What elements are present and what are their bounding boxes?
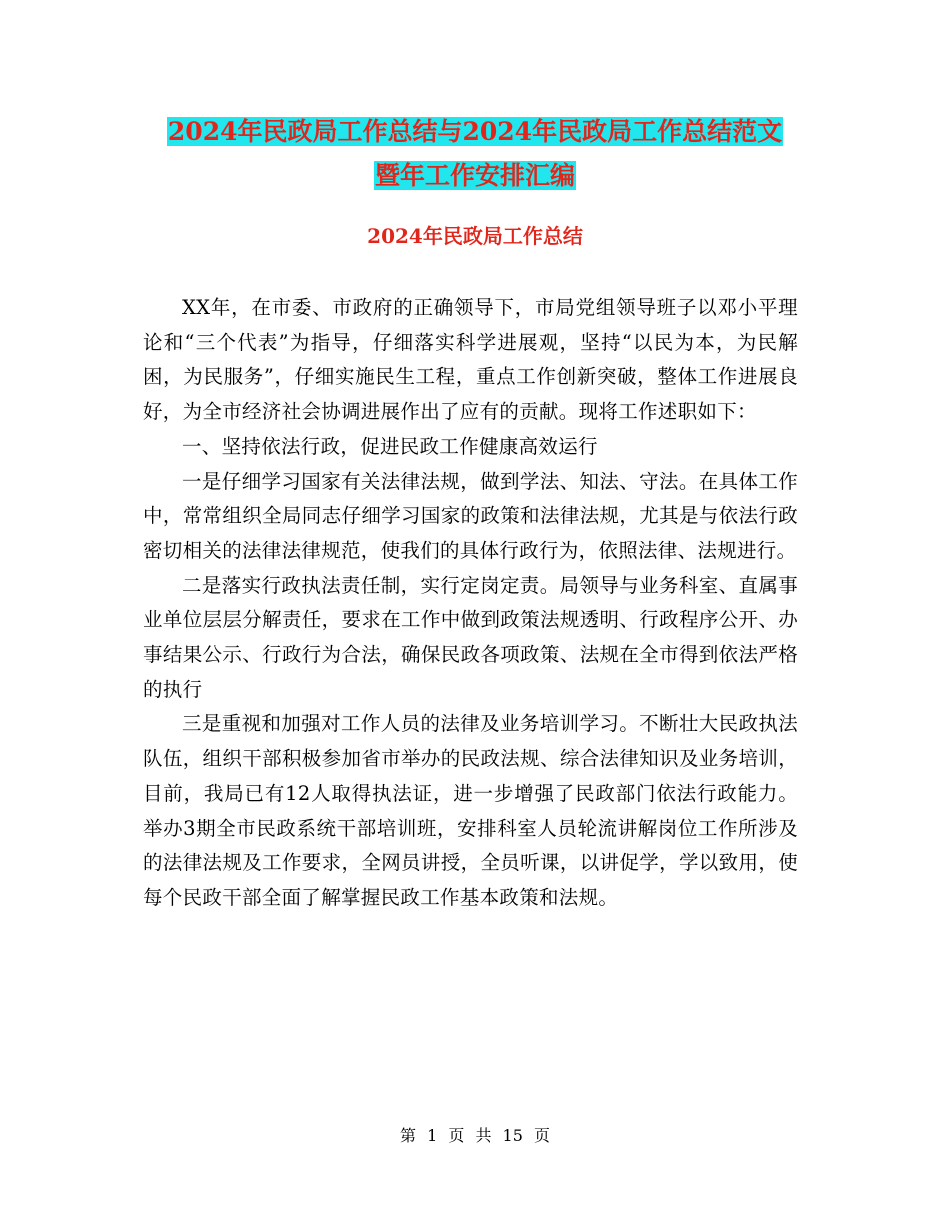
- paragraph-item-3: 三是重视和加强对工作人员的法律及业务培训学习。不断壮大民政执法队伍，组织干部积极参加省市举办的民政法规、综合法律知识及业务培训，目前，我局已有12人取得执法证，进一步增强了民政部门依法行政能力。举办3期全市民政系统干部培训班，安排科室人员轮流讲解岗位工作所涉及的法律法规及工作要求，全网员讲授，全员听课，以讲促学，学以致用，使每个民政干部全面了解掌握民政工作基本政策和法规。: [143, 712, 798, 909]
- document-title-line-1: [0, 110, 950, 154]
- paragraph-item-2: 二是落实行政执法责任制，实行定岗定责。局领导与业务科室、直属事业单位层层分解责任，要求在工作中做到政策法规透明、行政程序公开、办事结果公示、行政行为合法，确保民政各项政策、法规在全市得到依法严格的执行: [143, 573, 798, 701]
- paragraph-item-1: 一是仔细学习国家有关法律法规，做到学法、知法、守法。在具体工作中，常常组织全局同志仔细学习国家的政策和法律法规，尤其是与依法行政密切相关的法律法律规范，使我们的具体行政行为，依照法律、法规进行。: [143, 469, 798, 562]
- paragraph-intro: XX年，在市委、市政府的正确领导下，市局党组领导班子以邓小平理论和“三个代表”为指导，仔细落实科学进展观，坚持“以民为本，为民解困，为民服务”，仔细实施民生工程，重点工作创新突破，整体工作进展良好，为全市经济社会协调进展作出了应有的贡献。现将工作述职如下：: [143, 296, 798, 424]
- document-body: [143, 291, 798, 916]
- title-line-1-text: 2024年民政局工作总结与2024年民政局工作总结范文: [167, 117, 783, 146]
- paragraph-heading-1: 一、坚持依法行政，促进民政工作健康高效运行: [182, 434, 598, 458]
- title-line-2-text: 暨年工作安排汇编: [374, 161, 575, 190]
- document-title-line-2: [0, 154, 950, 198]
- section-title: 2024年民政局工作总结: [367, 224, 583, 248]
- page-number-footer: 第 1 页 共 15 页: [400, 1126, 550, 1145]
